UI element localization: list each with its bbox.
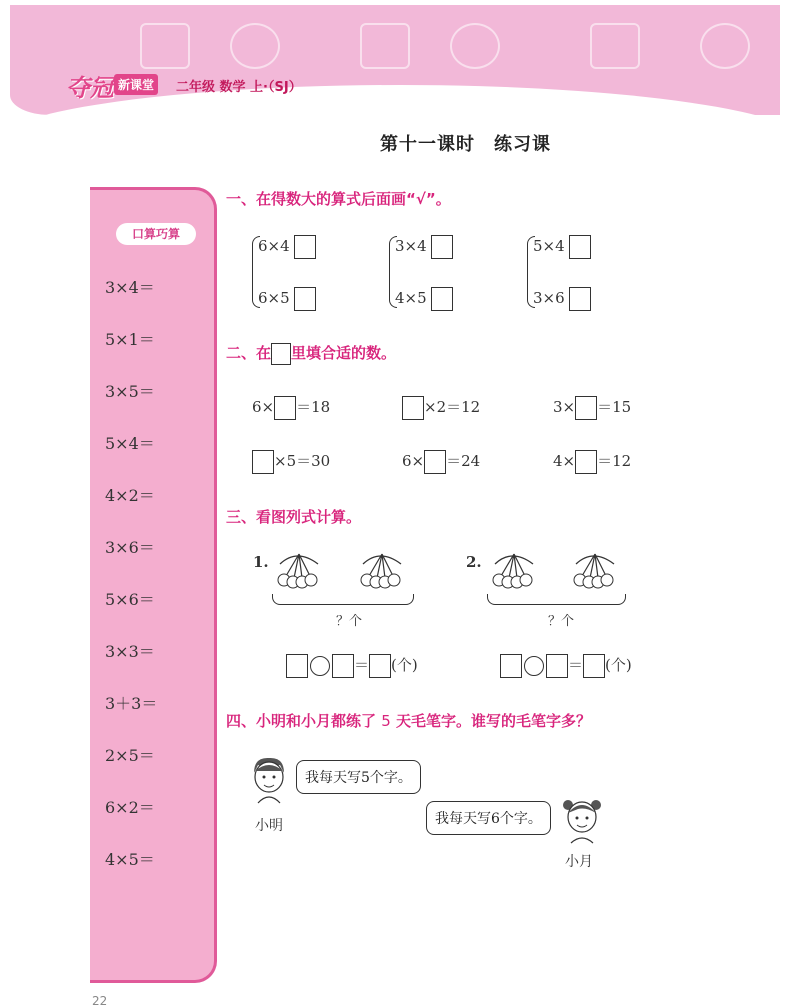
oral-calc-sidebar: [90, 187, 217, 983]
cherries-icon: [272, 550, 326, 590]
section-2-title: 二、在 里填合适的数。: [226, 342, 396, 365]
answer-box[interactable]: [286, 654, 308, 678]
oral-item: 2×5＝: [105, 746, 155, 765]
answer-box[interactable]: [569, 235, 591, 259]
speech-bubble-yue: 我每天写6个字。: [426, 801, 551, 835]
section-1-title: 一、在得数大的算式后面画“√”。: [226, 190, 451, 208]
answer-box[interactable]: [274, 396, 296, 420]
fill-expr: 6× ＝18: [252, 396, 330, 420]
brand-logo: 夺冠: [66, 74, 114, 102]
answer-box[interactable]: [402, 396, 424, 420]
group-brace: [487, 594, 626, 605]
answer-box[interactable]: [252, 450, 274, 474]
answer-box[interactable]: [569, 287, 591, 311]
boy-icon: [248, 755, 290, 805]
answer-box[interactable]: [424, 450, 446, 474]
group-brace: [272, 594, 414, 605]
oral-item: 6×2＝: [105, 798, 155, 817]
equation-frame: ＝ (个): [500, 654, 632, 678]
fill-expr: 4× ＝12: [553, 450, 631, 474]
fill-expr: ×5＝30: [252, 450, 330, 474]
question-label: ？个: [336, 614, 363, 629]
answer-box[interactable]: [575, 396, 597, 420]
oral-item: 3×3＝: [105, 642, 155, 661]
fill-expr: 3× ＝15: [553, 396, 631, 420]
operator-circle[interactable]: [524, 656, 544, 676]
answer-box[interactable]: [369, 654, 391, 678]
answer-box[interactable]: [332, 654, 354, 678]
fill-expr: ×2＝12: [402, 396, 480, 420]
answer-box[interactable]: [575, 450, 597, 474]
compare-expr: 3×6: [533, 287, 591, 311]
earth-sketch-icon: [700, 23, 750, 69]
sidebar-tag: 口算巧算: [116, 223, 196, 245]
answer-box[interactable]: [546, 654, 568, 678]
oral-item: 3×4＝: [105, 278, 155, 297]
name-label: 小月: [565, 854, 593, 870]
problem-number: 2.: [466, 553, 482, 571]
answer-box[interactable]: [294, 235, 316, 259]
name-label: 小明: [255, 818, 283, 834]
globe-sketch-icon: [230, 23, 280, 69]
problem-number: 1.: [253, 553, 269, 571]
header-banner: [10, 5, 780, 115]
book-sketch-icon: [140, 23, 190, 69]
compare-expr: 4×5: [395, 287, 453, 311]
answer-box[interactable]: [583, 654, 605, 678]
clock-sketch-icon: [450, 23, 500, 69]
answer-box[interactable]: [431, 235, 453, 259]
cherries-icon: [487, 550, 541, 590]
operator-circle[interactable]: [310, 656, 330, 676]
notebook-sketch-icon: [590, 23, 640, 69]
compare-expr: 5×4: [533, 235, 591, 259]
book-title: 二年级 数学 上·（SJ）: [176, 80, 302, 95]
section-3-title: 三、看图列式计算。: [226, 508, 362, 526]
section-4-title: 四、小明和小月都练了 5 天毛笔字。谁写的毛笔字多？: [226, 712, 592, 730]
compare-expr: 3×4: [395, 235, 453, 259]
answer-box[interactable]: [294, 287, 316, 311]
oral-item: 4×5＝: [105, 850, 155, 869]
oral-item: 4×2＝: [105, 486, 155, 505]
speech-bubble-ming: 我每天写5个字。: [296, 760, 421, 794]
compare-expr: 6×4: [258, 235, 316, 259]
title-box: [271, 343, 291, 365]
cherries-icon: [355, 550, 409, 590]
compare-expr: 6×5: [258, 287, 316, 311]
oral-item: 5×4＝: [105, 434, 155, 453]
oral-item: 3×6＝: [105, 538, 155, 557]
brand-sublogo: 新课堂: [114, 74, 158, 95]
bag-sketch-icon: [360, 23, 410, 69]
question-label: ？个: [548, 614, 575, 629]
page-number: 22: [92, 994, 108, 1008]
oral-item: 5×6＝: [105, 590, 155, 609]
girl-icon: [560, 795, 604, 845]
lesson-title: 第十一课时 练习课: [380, 134, 551, 155]
oral-item: 3＋3＝: [105, 694, 158, 713]
equation-frame: ＝ (个): [286, 654, 418, 678]
answer-box[interactable]: [431, 287, 453, 311]
oral-item: 3×5＝: [105, 382, 155, 401]
fill-expr: 6× ＝24: [402, 450, 480, 474]
cherries-icon: [568, 550, 622, 590]
oral-item: 5×1＝: [105, 330, 155, 349]
answer-box[interactable]: [500, 654, 522, 678]
